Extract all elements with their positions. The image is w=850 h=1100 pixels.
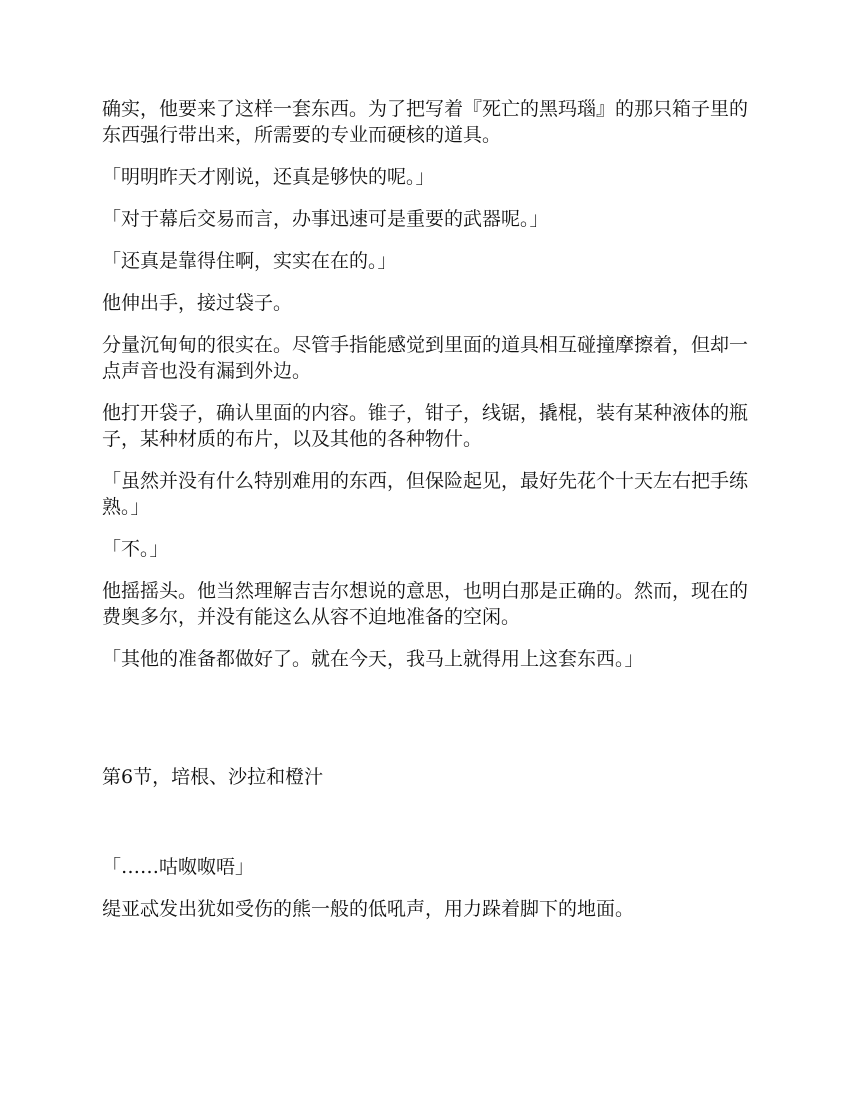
dialogue-line: 「……咕呶呶唔」 [102,856,255,878]
dialogue-line: 「其他的准备都做好了。就在今天，我马上就得用上这套东西。」 [102,648,644,670]
dialogue-line: 「不。」 [102,538,169,560]
paragraph: 确实，他要来了这样一套东西。为了把写着『死亡的黑玛瑙』的那只箱子里的东西强行带出来，所需要的专业而硬核的道具。 [102,98,749,146]
paragraph: 他摇摇头。他当然理解吉吉尔想说的意思，也明白那是正确的。然而，现在的费奥多尔，并没有能这么从容不迫地准备的空闲。 [102,580,749,628]
paragraph: 他打开袋子，确认里面的内容。锥子，钳子，线锯，撬棍，装有某种液体的瓶子，某种材质的布片，以及其他的各种物什。 [102,402,749,450]
dialogue-line: 「明明昨天才刚说，还真是够快的呢。」 [102,166,435,188]
section-title: 第6节，培根、沙拉和橙汁 [102,766,324,788]
dialogue-line: 「虽然并没有什么特别难用的东西，但保险起见，最好先花个十天左右把手练熟。」 [102,470,749,518]
paragraph: 缇亚忒发出犹如受伤的熊一般的低吼声，用力跺着脚下的地面。 [102,898,635,920]
text-column [102,96,752,938]
dialogue-line: 「还真是靠得住啊，实实在在的。」 [102,250,397,272]
paragraph: 分量沉甸甸的很实在。尽管手指能感觉到里面的道具相互碰撞摩擦着，但却一点声音也没有漏到外边。 [102,334,749,382]
paragraph: 他伸出手，接过袋子。 [102,292,293,314]
dialogue-line: 「对于幕后交易而言，办事迅速可是重要的武器呢。」 [102,208,549,230]
